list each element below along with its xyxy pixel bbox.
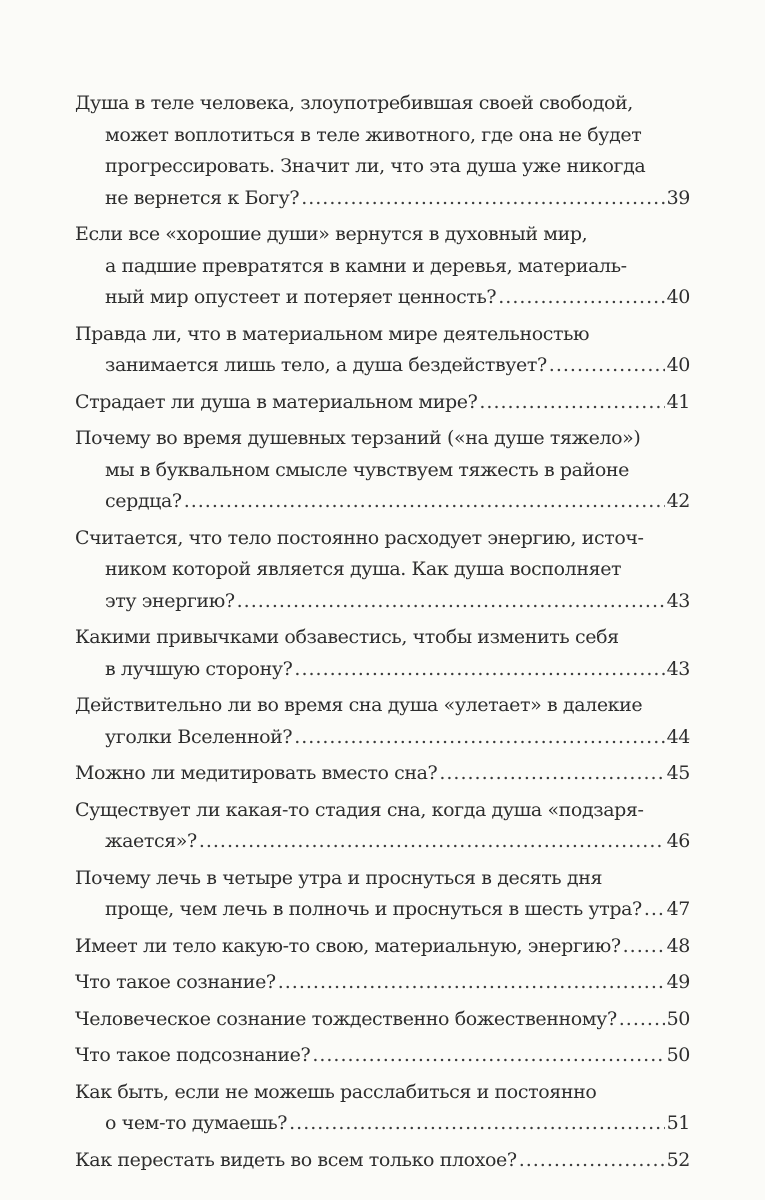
toc-entry-last-line xyxy=(75,654,690,686)
toc-entry-last-line xyxy=(75,1004,690,1036)
toc-entry-text: эту энергию? xyxy=(105,589,235,612)
toc-entry-text: Действительно ли во время сна душа «улетает» в далекие xyxy=(75,694,643,716)
dot-leader xyxy=(301,183,664,215)
toc-entry-text: Существует ли какая-то стадия сна, когда душа «подзаря- xyxy=(75,798,644,821)
dot-leader xyxy=(439,758,664,790)
toc-entry-text: уголки Вселенной? xyxy=(105,725,293,748)
toc-entry-text: жается»? xyxy=(105,830,197,852)
toc-entry-text: ный мир опустеет и потеряет ценность? xyxy=(105,286,497,308)
toc-entry-last-line xyxy=(75,1145,690,1177)
page-number: 48 xyxy=(666,934,690,957)
toc-entry-text: Страдает ли душа в материальном мире? xyxy=(75,390,478,413)
dot-leader xyxy=(294,654,664,686)
toc-entry xyxy=(75,622,690,685)
toc-entry xyxy=(75,219,690,314)
table-of-contents xyxy=(75,88,690,1181)
toc-entry xyxy=(75,1004,690,1036)
toc-entry xyxy=(75,795,690,858)
toc-entry-text: Можно ли медитировать вместо сна? xyxy=(75,762,438,784)
dot-leader xyxy=(312,1040,664,1072)
toc-entry-last-line xyxy=(75,931,690,963)
toc-entry xyxy=(75,967,690,999)
page-number: 50 xyxy=(666,1044,690,1066)
toc-entry xyxy=(75,758,690,790)
toc-entry-text: Какими привычками обзавестись, чтобы изменить себя xyxy=(75,626,619,648)
toc-entry-text: занимается лишь тело, а душа бездействует? xyxy=(105,354,547,376)
toc-entry xyxy=(75,1040,690,1072)
dot-leader xyxy=(623,931,665,963)
dot-leader xyxy=(549,350,665,382)
page-number: 49 xyxy=(666,971,690,993)
page-number: 41 xyxy=(666,390,690,413)
toc-entry-text: в лучшую сторону? xyxy=(105,657,293,680)
dot-leader xyxy=(237,586,665,618)
toc-entry xyxy=(75,1077,690,1140)
toc-entry-last-line xyxy=(75,826,690,858)
toc-entry-text: Душа в теле человека, злоупотребившая своей свободой, xyxy=(75,92,633,114)
toc-entry-last-line xyxy=(75,1108,690,1140)
toc-entry-text: о чем-то думаешь? xyxy=(105,1112,288,1134)
toc-entry xyxy=(75,690,690,753)
toc-entry xyxy=(75,423,690,518)
toc-entry-text: Что такое подсознание? xyxy=(75,1044,311,1066)
toc-entry-text: Как быть, если не можешь расслабиться и постоянно xyxy=(75,1080,597,1103)
toc-entry-text: Человеческое сознание тождественно божественному? xyxy=(75,1007,617,1030)
page-number: 42 xyxy=(666,490,690,512)
toc-entry-text: может воплотиться в теле животного, где она не будет xyxy=(105,123,642,146)
toc-entry-text: Если все «хорошие души» вернутся в духовный мир, xyxy=(75,223,588,245)
toc-entry-text: Что такое сознание? xyxy=(75,971,276,993)
toc-entry xyxy=(75,319,690,382)
toc-entry-text: прогрессировать. Значит ли, что эта душа уже никогда xyxy=(105,155,646,177)
page-number: 45 xyxy=(666,762,690,784)
page-number: 40 xyxy=(666,286,690,308)
page-number: 43 xyxy=(666,589,690,612)
dot-leader xyxy=(184,486,665,518)
dot-leader xyxy=(619,1004,665,1036)
toc-entry-last-line xyxy=(75,894,690,926)
page-number: 52 xyxy=(666,1148,690,1171)
page-number: 50 xyxy=(666,1007,690,1030)
dot-leader xyxy=(479,387,664,419)
toc-entry-last-line xyxy=(75,722,690,754)
toc-entry-text: Считается, что тело постоянно расходует энергию, источ- xyxy=(75,526,644,549)
dot-leader xyxy=(644,894,665,926)
toc-entry-text: мы в буквальном смысле чувствуем тяжесть в районе xyxy=(105,458,629,481)
toc-entry xyxy=(75,931,690,963)
toc-entry-text: не вернется к Богу? xyxy=(105,186,300,209)
page-number: 44 xyxy=(666,725,690,748)
toc-entry-last-line xyxy=(75,350,690,382)
dot-leader xyxy=(519,1145,665,1177)
dot-leader xyxy=(294,722,664,754)
page-number: 46 xyxy=(666,830,690,852)
dot-leader xyxy=(199,826,665,858)
page-number: 51 xyxy=(666,1112,690,1134)
toc-entry-text: Правда ли, что в материальном мире деятельностью xyxy=(75,322,590,345)
toc-entry-last-line xyxy=(75,586,690,618)
toc-entry-text: ником которой является душа. Как душа восполняет xyxy=(105,558,622,580)
page-number: 43 xyxy=(666,657,690,680)
toc-entry-last-line xyxy=(75,1040,690,1072)
toc-entry-text: а падшие превратятся в камни и деревья, материаль- xyxy=(105,254,627,277)
toc-entry-text: Имеет ли тело какую-то свою, материальную, энергию? xyxy=(75,934,621,957)
dot-leader xyxy=(498,282,664,314)
toc-entry-last-line xyxy=(75,967,690,999)
dot-leader xyxy=(289,1108,665,1140)
toc-entry xyxy=(75,88,690,214)
toc-entry-last-line xyxy=(75,282,690,314)
toc-entry-last-line xyxy=(75,183,690,215)
toc-entry xyxy=(75,523,690,618)
toc-entry-last-line xyxy=(75,387,690,419)
toc-entry-text: Как перестать видеть во всем только плохое? xyxy=(75,1148,517,1171)
toc-entry-text: Почему лечь в четыре утра и проснуться в десять дня xyxy=(75,866,603,889)
toc-entry-text: проще, чем лечь в полночь и проснуться в шесть утра? xyxy=(105,898,642,920)
dot-leader xyxy=(278,967,665,999)
toc-entry-text: Почему во время душевных терзаний («на душе тяжело») xyxy=(75,427,641,449)
page-number: 39 xyxy=(666,186,690,209)
toc-entry xyxy=(75,387,690,419)
page-number: 47 xyxy=(666,898,690,920)
page-number: 40 xyxy=(666,354,690,376)
toc-entry xyxy=(75,1145,690,1177)
toc-entry-last-line xyxy=(75,758,690,790)
toc-entry-text: сердца? xyxy=(105,490,182,512)
toc-entry xyxy=(75,863,690,926)
toc-entry-last-line xyxy=(75,486,690,518)
